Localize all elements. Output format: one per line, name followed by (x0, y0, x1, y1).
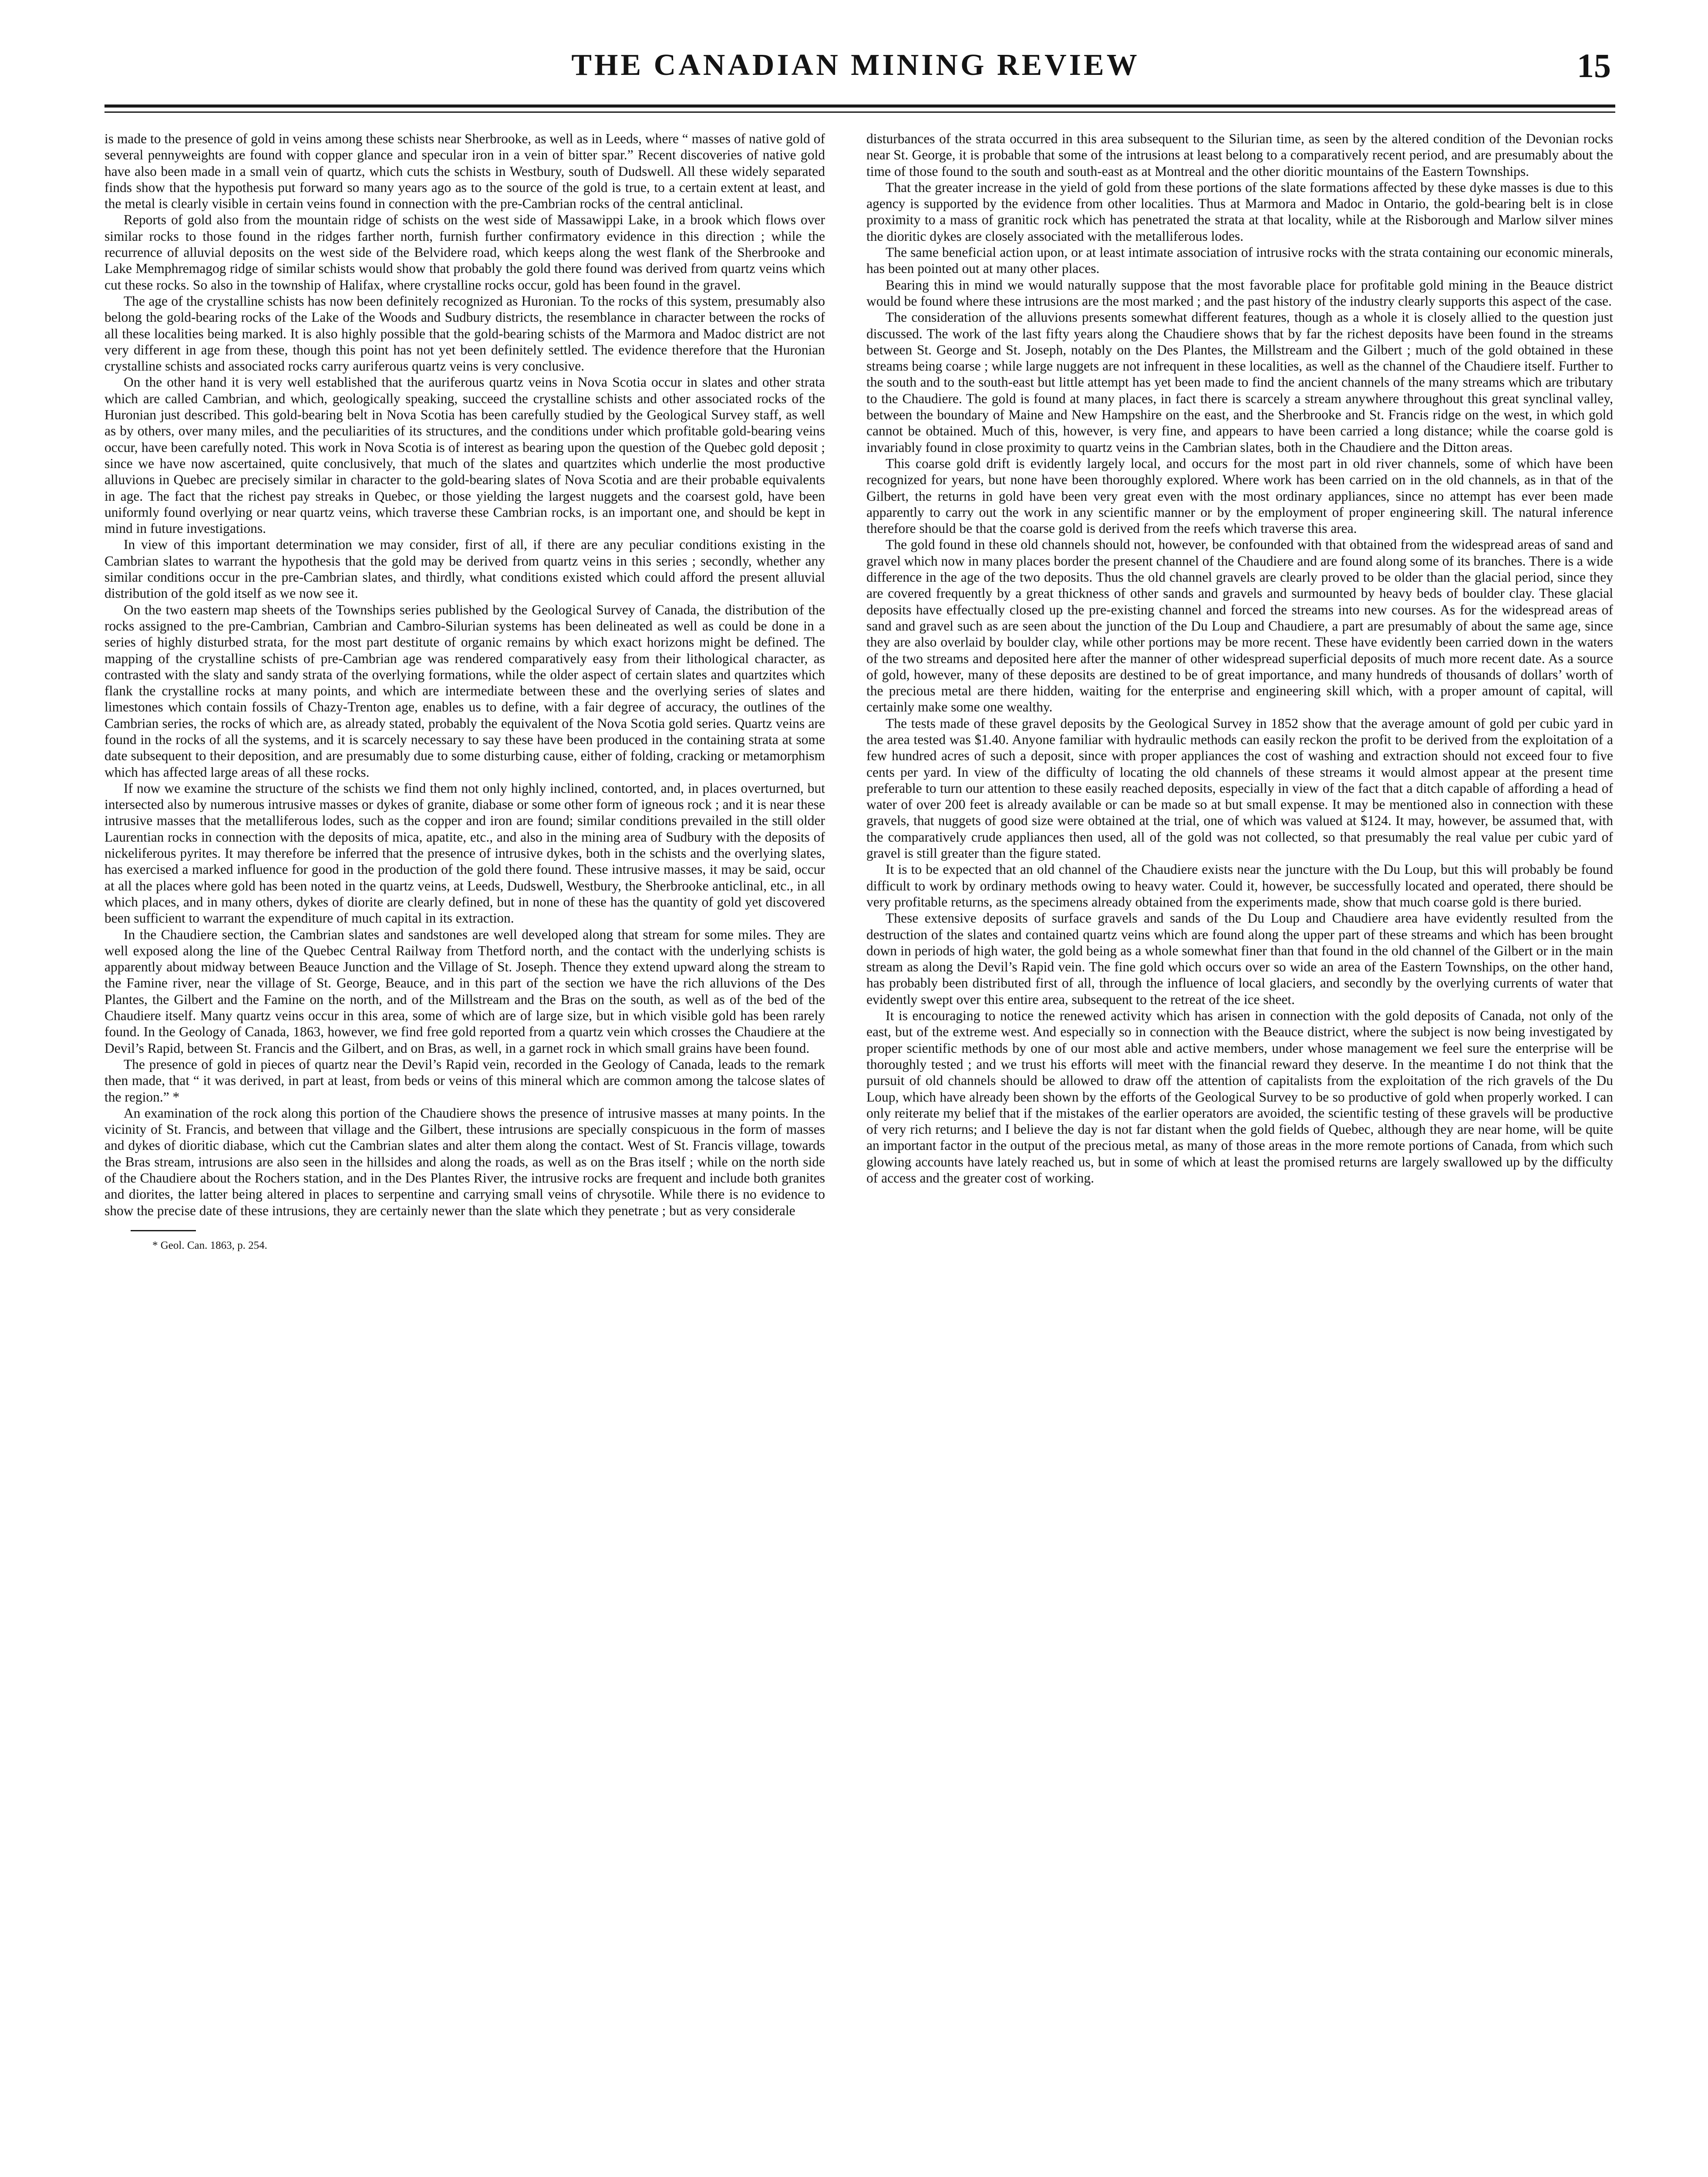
paragraph: It is encouraging to notice the renewed activity which has arisen in connection with the gold deposits of Canada, not only of the east, but of the extreme west. And especially so in connection with the Beauce district, where the subject is now being investigated by proper scientific methods by one of our most able and active members, under whose management we feel sure the enterprise will be thoroughly tested ; and we trust his efforts will meet with the financial reward they deserve. In the meantime I do not think that the pursuit of old channels should be allowed to draw off the attention of capitalists from the exploitation of the rich gravels of the Du Loup, which have already been shown by the efforts of the Geological Survey to be so productive of gold when properly worked. I can only reiterate my belief that if the mistakes of the earlier operators are avoided, the scientific testing of these gravels will be productive of very rich returns; and I believe the day is not far distant when the gold fields of Quebec, although they are near home, will be quite an important factor in the output of the precious metal, as many of those areas in the more remote portions of Canada, from which such glowing accounts have lately reached us, but in some of which at least the promised returns are largely swallowed up by the difficulty of access and the greater cost of working. (866, 1008, 1613, 1186)
paragraph: Bearing this in mind we would naturally suppose that the most favorable place for profitable gold mining in the Beauce district would be found where these intrusions are the most marked ; and the past history of the industry clearly supports this aspect of the case. (866, 277, 1613, 309)
paragraph: The presence of gold in pieces of quartz near the Devil’s Rapid vein, recorded in the Geology of Canada, leads to the remark then made, that “ it was derived, in part at least, from beds or veins of this mineral which are common among the talcose slates of the region.” * (104, 1056, 825, 1105)
page-number: 15 (1577, 47, 1611, 84)
paragraph: The tests made of these gravel deposits by the Geological Survey in 1852 show that the average amount of gold per cubic yard in the area tested was $1.40. Anyone familiar with hydraulic methods can easily reckon the profit to be derived from the exploitation of a few hundred acres of such a deposit, since with proper appliances the cost of washing and extraction should not exceed four to five cents per yard. In view of the difficulty of locating the old channels of these streams it would almost appear at the present time preferable to turn our attention to these easily reached deposits, especially in view of the fact that a ditch capable of affording a head of water of over 200 feet is already available or can be made so at but small expense. It may be mentioned also in connection with these gravels, that nuggets of good size were obtained at the trial, one of which was valued at $124. It may, however, be assumed that, with the comparatively crude appliances then used, all of the gold was not collected, so that presumably the real value per cubic yard of gravel is still greater than the figure stated. (866, 715, 1613, 861)
right-column (866, 131, 1613, 1186)
paragraph: The age of the crystalline schists has now been definitely recognized as Huronian. To the rocks of this system, presumably also belong the gold-bearing rocks of the Lake of the Woods and Sudbury districts, the resemblance in character between the rocks of all these localities being marked. It is also highly possible that the gold-bearing schists of the Marmora and Madoc district are not very different in age from these, though this point has not yet been definitely settled. The evidence therefore that the Huronian crystalline schists and associated rocks carry auriferous quartz veins is very conclusive. (104, 293, 825, 374)
paragraph: The same beneficial action upon, or at least intimate association of intrusive rocks with the strata containing our economic minerals, has been pointed out at many other places. (866, 245, 1613, 276)
footnote-rule (131, 1230, 196, 1231)
paragraph: On the other hand it is very well established that the auriferous quartz veins in Nova Scotia occur in slates and other strata which are called Cambrian, and which, geologically speaking, succeed the crystalline schists and other associated rocks of the Huronian just described. This gold-bearing belt in Nova Scotia has been carefully studied by the Geological Survey staff, as well as by others, over many miles, and the peculiarities of its structures, and the conditions under which profitable gold-bearing veins occur, have been carefully noted. This work in Nova Scotia is of interest as bearing upon the question of the Quebec gold deposit ; since we have now ascertained, quite conclusively, that much of the slates and quartzites which underlie the most productive alluvions in Quebec are precisely similar in character to the gold-bearing slates of Nova Scotia and are their probable equivalents in age. The fact that the richest pay streaks in Quebec, or those yielding the largest nuggets and the coarsest gold, have been uniformly found overlying or near quartz veins, which traverse these Cambrian rocks, is an important one, and should be kept in mind in future investigations. (104, 374, 825, 536)
paragraph: If now we examine the structure of the schists we find them not only highly inclined, contorted, and, in places overturned, but intersected also by numerous intrusive masses or dykes of granite, diabase or some other form of igneous rock ; and it is near these intrusive masses that the metalliferous lodes, such as the copper and iron are found; similar conditions prevailed in the still older Laurentian rocks in connection with the deposits of mica, apatite, etc., and also in the mining area of Sudbury with the deposits of nickeliferous pyrites. It may therefore be inferred that the presence of intrusive dykes, both in the schists and the overlying slates, has exercised a marked influence for good in the production of the gold there found. These intrusive masses, it may be said, occur at all the places where gold has been noted in the quartz veins, at Leeds, Dudswell, Westbury, the Sherbrooke anticlinal, etc., in all which places, and in many others, dykes of diorite are clearly defined, but in none of these has the quantity of gold yet discovered been sufficient to warrant the expenditure of much capital in its extraction. (104, 780, 825, 926)
header-rule-thick (104, 104, 1615, 108)
paragraph: In view of this important determination we may consider, first of all, if there are any peculiar conditions existing in the Cambrian slates to warrant the hypothesis that the gold may be derived from quartz veins in this series ; secondly, whether any similar conditions occur in the pre-Cambrian slates, and thirdly, what conditions existed which could afford the present alluvial distribution of the gold itself as we now see it. (104, 537, 825, 601)
footnote: * Geol. Can. 1863, p. 254. (152, 1239, 267, 1251)
paragraph: The gold found in these old channels should not, however, be confounded with that obtained from the widespread areas of sand and gravel which now in many places border the present channel of the Chaudiere and are found along some of its branches. There is a wide difference in the age of the two deposits. Thus the old channel gravels are clearly proved to be older than the glacial period, since they are covered frequently by a great thickness of other sands and gravels and surmounted by heavy beds of boulder clay. These glacial deposits have effectually closed up the pre-existing channel and forced the streams into new courses. As for the widespread areas of sand and gravel such as are seen about the junction of the Du Loup and Chaudiere, a part are presumably of about the same age, since they are also overlaid by boulder clay, while other portions may be more recent. These have evidently been carried down in the waters of the two streams and deposited here after the manner of other widespread superficial deposits of much more recent date. As a source of gold, however, many of these deposits are destined to be of great importance, and many hundreds of thousands of dollars’ worth of the precious metal are there hidden, waiting for the enterprise and engineering skill which, with a proper amount of capital, will certainly make some one wealthy. (866, 537, 1613, 715)
page-header (100, 48, 1611, 91)
paragraph: In the Chaudiere section, the Cambrian slates and sandstones are well developed along that stream for some miles. They are well exposed along the line of the Quebec Central Railway from Thetford north, and the contact with the underlying schists is apparently about midway between Beauce Junction and the Village of St. Joseph. Thence they extend upward along the stream to the Famine river, near the village of St. George, Beauce, and in this part of the section we have the rich alluvions of the Des Plantes, the Gilbert and the Famine on the north, and of the Millstream and the Bras on the south, as well as of the bed of the Chaudiere itself. Many quartz veins occur in this area, some of which are of large size, but in which visible gold has been rarely found. In the Geology of Canada, 1863, however, we find free gold reported from a quartz vein which crosses the Chaudiere at the Devil’s Rapid, between St. Francis and the Gilbert, and on Bras, as well, in a garnet rock in which small grains have been found. (104, 927, 825, 1056)
paragraph: Reports of gold also from the mountain ridge of schists on the west side of Massawippi Lake, in a brook which flows over similar rocks to those found in the ridges farther north, furnish further confirmatory evidence in this direction ; while the recurrence of alluvial deposits on the west side of the Belvidere road, which keeps along the west flank of the Sherbrooke and Lake Memphremagog ridge of similar schists would show that probably the gold there found was derived from quartz veins which cut these rocks. So also in the township of Halifax, where crystalline rocks occur, gold has been found in the gravel. (104, 212, 825, 293)
paragraph: It is to be expected that an old channel of the Chaudiere exists near the juncture with the Du Loup, but this will probably be found difficult to work by ordinary methods owing to heavy water. Could it, however, be successfully located and operated, there should be very profitable returns, as the specimens already obtained from the experiments made, show that much coarse gold is there buried. (866, 862, 1613, 910)
paragraph: The consideration of the alluvions presents somewhat different features, though as a whole it is closely allied to the question just discussed. The work of the last fifty years along the Chaudiere shows that by far the richest deposits have been found in the streams between St. George and St. Joseph, notably on the Des Plantes, the Millstream and the Gilbert ; much of the gold obtained in these streams being coarse ; while large nuggets are not infrequent in these localities, as well as the channel of the Chaudiere itself. Further to the south and to the south-east but little attempt has yet been made to find the ancient channels of the many streams which are tributary to the Chaudiere. The gold is found at many places, in fact there is scarcely a stream anywhere throughout this great synclinal valley, between the boundary of Maine and New Hampshire on the east, and the Sherbrooke and St. Francis ridge on the west, in which gold cannot be obtained. Much of this, however, is very fine, and appears to have been carried a long distance; while the coarse gold is invariably found in close proximity to quartz veins in the Cambrian slates, both in the Chaudiere and the Ditton areas. (866, 310, 1613, 455)
paragraph: disturbances of the strata occurred in this area subsequent to the Silurian time, as seen by the altered condition of the Devonian rocks near St. George, it is probable that some of the intrusions at least belong to a comparatively recent period, and are presumably about the time of those found to the south and south-east as at Montreal and the other dioritic mountains of the Eastern Townships. (866, 131, 1613, 179)
publication-title: THE CANADIAN MINING REVIEW (571, 48, 1140, 82)
paragraph: These extensive deposits of surface gravels and sands of the Du Loup and Chaudiere area have evidently resulted from the destruction of the slates and contained quartz veins which are found along the upper part of these streams and which has been brought down in periods of high water, the gold being as a whole somewhat finer than that found in the old channel of the Gilbert or in the main stream as along the Devil’s Rapid vein. The fine gold which occurs over so wide an area of the Eastern Townships, on the other hand, has probably been distributed first of all, through the influence of local glaciers, and secondly by the overlying currents of water that evidently swept over this entire area, subsequent to the retreat of the ice sheet. (866, 910, 1613, 1007)
paragraph: This coarse gold drift is evidently largely local, and occurs for the most part in old river channels, some of which have been recognized for years, but none have been thoroughly explored. Where work has been carried on in the old channels, as in that of the Gilbert, the returns in gold have been very great even with the most ordinary appliances, since no attempt has ever been made apparently to carry out the work in any scientific manner or by the employment of proper engineering skill. The natural inference therefore should be that the coarse gold is derived from the reefs which traverse this area. (866, 455, 1613, 536)
left-column (104, 131, 825, 1252)
paragraph: An examination of the rock along this portion of the Chaudiere shows the presence of intrusive masses at many points. In the vicinity of St. Francis, and between that village and the Gilbert, these intrusions are specially conspicuous in the form of masses and dykes of dioritic diabase, which cut the Cambrian slates and alter them along the contact. West of St. Francis village, towards the Bras stream, intrusions are also seen in the hillsides and along the roads, as well as on the Bras itself ; while on the north side of the Chaudiere about the Rochers station, and in the Des Plantes River, the intrusive rocks are frequent and include both granites and diorites, the latter being altered in places to serpentine and carrying small veins of chrysotile. While there is no evidence to show the precise date of these intrusions, they are certainly newer than the slate which they penetrate ; but as very considerale (104, 1105, 825, 1218)
paragraph: That the greater increase in the yield of gold from these portions of the slate formations affected by these dyke masses is due to this agency is supported by the evidence from other localities. Thus at Marmora and Madoc in Ontario, the gold-bearing belt is in close proximity to a mass of granitic rock which has penetrated the strata at that locality, while at the Risborough and Marlow silver mines the dioritic dykes are closely associated with the metalliferous lodes. (866, 179, 1613, 244)
header-rule-thin (104, 111, 1615, 113)
paragraph: is made to the presence of gold in veins among these schists near Sherbrooke, as well as in Leeds, where “ masses of native gold of several pennyweights are found with copper glance and specular iron in a vein of bitter spar.” Recent discoveries of native gold have also been made in a small vein of quartz, which cuts the schists in Westbury, south of Dudswell. All these widely separated finds show that the hypothesis put forward so many years ago as to the source of the gold is true, to a certain extent at least, and the metal is clearly visible in certain veins found in connection with the pre-Cambrian rocks of the central anticlinal. (104, 131, 825, 212)
paragraph: On the two eastern map sheets of the Townships series published by the Geological Survey of Canada, the distribution of the rocks assigned to the pre-Cambrian, Cambrian and Cambro-Silurian systems has been delineated as well as could be done in a series of highly disturbed strata, for the most part destitute of organic remains by which exact horizons might be defined. The mapping of the crystalline schists of pre-Cambrian age was rendered comparatively easy from their lithological character, as contrasted with the slaty and sandy strata of the overlying formations, while the older aspect of certain slates and quartzites which flank the crystalline rocks at many points, and which are intermediate between these and the overlying series of slates and limestones which contain fossils of Chazy-Trenton age, enables us to define, with a fair degree of accuracy, the outlines of the Cambrian series, the rocks of which are, as already stated, probably the equivalent of the Nova Scotia gold series. Quartz veins are found in the rocks of all the systems, and it is scarcely necessary to say these have been produced in the containing strata at some date subsequent to their deposition, and are presumably due to some disturbing cause, either of folding, cracking or metamorphism which has affected large areas of all these rocks. (104, 602, 825, 780)
